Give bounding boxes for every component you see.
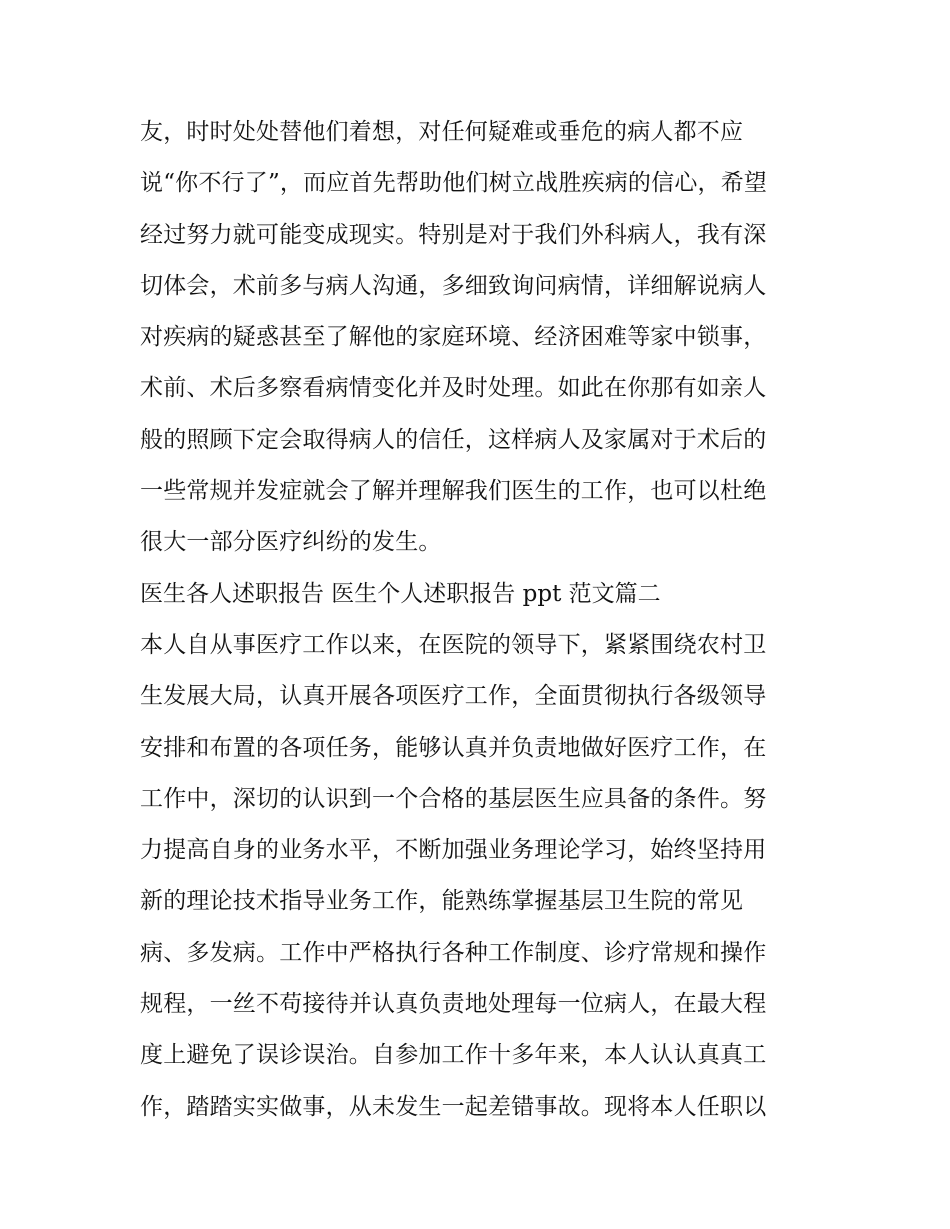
text-line: 说“你不行了”，而应首先帮助他们树立战胜疾病的信心，希望	[140, 170, 768, 197]
text-line: 力提高自身的业务水平，不断加强业务理论学习，始终坚持用	[140, 837, 767, 864]
text-line: 一些常规并发症就会了解并理解我们医生的工作，也可以杜绝	[140, 478, 767, 505]
text-line: 生发展大局，认真开展各项医疗工作，全面贯彻执行各级领导	[140, 683, 767, 710]
text-line: 度上避免了误诊误治。自参加工作十多年来，本人认认真真工	[140, 1042, 767, 1069]
text-line: 规程，一丝不苟接待并认真负责地处理每一位病人，在最大程	[140, 991, 767, 1018]
text-line: 切体会，术前多与病人沟通，多细致询问病情，详细解说病人	[140, 272, 767, 299]
text-line: 本人自从事医疗工作以来，在医院的领导下，紧紧围绕农村卫	[140, 631, 767, 658]
text-line: 很大一部分医疗纠纷的发生。	[140, 529, 442, 556]
document-body	[140, 107, 820, 1133]
text-line: 友，时时处处替他们着想，对任何疑难或垂危的病人都不应	[140, 119, 744, 145]
text-line: 经过努力就可能变成现实。特别是对于我们外科病人，我有深	[140, 221, 767, 248]
text-line: 安排和布置的各项任务，能够认真并负责地做好医疗工作，在	[140, 734, 767, 761]
text-line: 工作中，深切的认识到一个合格的基层医生应具备的条件。努	[140, 785, 767, 812]
text-line: 病、多发病。工作中严格执行各种工作制度、诊疗常规和操作	[140, 939, 767, 966]
text-line: 般的照顾下定会取得病人的信任，这样病人及家属对于术后的	[140, 426, 767, 453]
text-line: 新的理论技术指导业务工作，能熟练掌握基层卫生院的常见	[140, 888, 744, 915]
section-heading: 医生各人述职报告 医生个人述职报告 ppt 范文篇二	[140, 580, 661, 607]
text-line: 术前、术后多察看病情变化并及时处理。如此在你那有如亲人	[140, 375, 767, 402]
text-line: 作，踏踏实实做事，从未发生一起差错事故。现将本人任职以	[140, 1093, 767, 1120]
text-line: 对疾病的疑惑甚至了解他的家庭环境、经济困难等家中锁事，	[140, 324, 767, 351]
